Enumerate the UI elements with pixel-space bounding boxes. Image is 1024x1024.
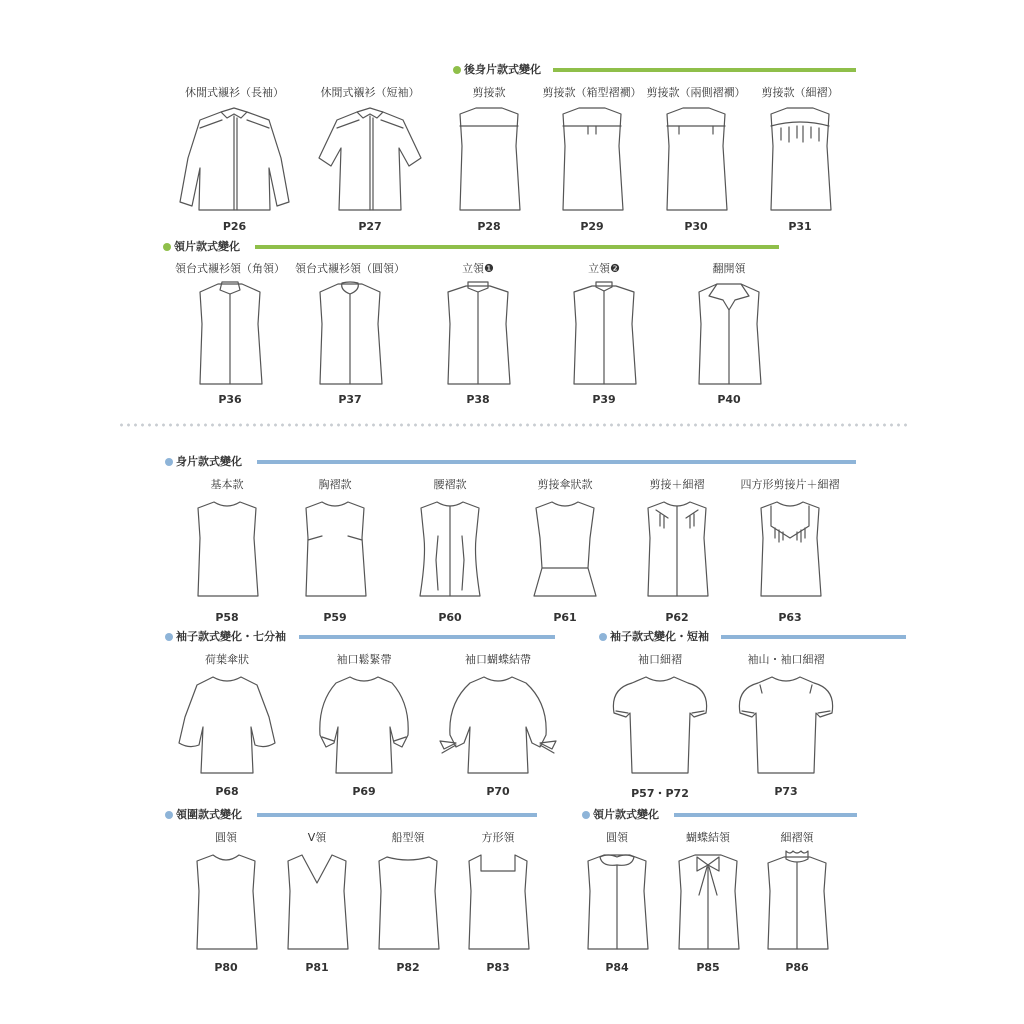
garment-label: 荷葉傘狀: [205, 653, 249, 666]
garment-label: 領台式襯衫領（圓領）: [295, 262, 405, 275]
page-number: P38: [466, 393, 490, 406]
garment-label: V領: [307, 831, 327, 844]
yoke-gathers-top-icon: [769, 106, 831, 216]
pointed-shirt-collar-top-icon: [198, 280, 262, 390]
basic-top-icon: [196, 498, 258, 602]
section-header-three-quarter-sleeve: [165, 630, 555, 646]
garment-label: 剪接款（細褶）: [761, 86, 839, 99]
page-number: P30: [684, 220, 708, 233]
page-number: P62: [665, 611, 689, 624]
section-rule: [674, 813, 857, 817]
boat-neck-top-icon: [377, 851, 439, 955]
page-number: P69: [352, 785, 376, 798]
section-title: 袖子款式變化・七分袖: [176, 630, 286, 643]
elastic-cuff-top-icon: [314, 673, 414, 783]
section-title: 後身片款式變化: [464, 63, 541, 76]
section-rule: [721, 635, 906, 639]
section-title: 領圍款式變化: [176, 808, 242, 821]
ruffle-collar-top-icon: [766, 851, 828, 955]
page-number: P59: [323, 611, 347, 624]
garment-label: 休閒式襯衫（長袖）: [185, 86, 284, 99]
page-number: P68: [215, 785, 239, 798]
page-number: P29: [580, 220, 604, 233]
yoke-box-pleat-top-icon: [561, 106, 623, 216]
garment-label: 圓領: [215, 831, 237, 844]
garment-label: 細褶領: [780, 831, 814, 844]
page-number: P86: [785, 961, 809, 974]
garment-label: 剪接款: [472, 86, 506, 99]
garment-label: 領台式襯衫領（角領）: [175, 262, 285, 275]
section-bullet-icon: [165, 458, 173, 466]
garment-label: 船型領: [391, 831, 425, 844]
garment-label: 剪接＋細褶: [649, 478, 705, 491]
shirt-long-sleeve-icon: [177, 106, 292, 216]
page-number: P31: [788, 220, 812, 233]
stand-collar-top-icon: [446, 280, 510, 390]
yoke-side-pleat-top-icon: [665, 106, 727, 216]
page-number: P84: [605, 961, 629, 974]
section-title: 身片款式變化: [176, 455, 242, 468]
page-number: P85: [696, 961, 720, 974]
garment-label: 袖山・袖口細褶: [747, 653, 825, 666]
section-title: 袖子款式變化・短袖: [610, 630, 709, 643]
yoke-top-icon: [458, 106, 520, 216]
bust-dart-top-icon: [304, 498, 366, 602]
gathered-cap-sleeve-top-icon: [736, 673, 836, 783]
section-header-collar-variations-2: [582, 808, 857, 824]
section-bullet-icon: [165, 633, 173, 641]
page-number: P57・P72: [631, 787, 689, 800]
garment-label: 基本款: [210, 478, 244, 491]
peplum-top-icon: [532, 498, 598, 602]
section-bullet-icon: [163, 243, 171, 251]
page-number: P70: [486, 785, 510, 798]
page-number: P81: [305, 961, 329, 974]
page-number: P82: [396, 961, 420, 974]
v-neck-top-icon: [286, 851, 348, 955]
garment-label: 立領❷: [588, 262, 620, 275]
section-rule: [553, 68, 856, 72]
page-number: P36: [218, 393, 242, 406]
page-number: P73: [774, 785, 798, 798]
shirt-short-sleeve-icon: [315, 106, 425, 216]
garment-label: 休閒式襯衫（短袖）: [320, 86, 420, 99]
section-bullet-icon: [165, 811, 173, 819]
garment-label: 剪接款（箱型褶襉）: [542, 86, 642, 99]
page-number: P40: [717, 393, 741, 406]
section-header-short-sleeve: [599, 630, 906, 646]
section-rule: [257, 813, 537, 817]
garment-label: 胸褶款: [318, 478, 352, 491]
open-collar-top-icon: [697, 280, 761, 390]
page-number: P28: [477, 220, 501, 233]
stand-collar-2-top-icon: [572, 280, 636, 390]
garment-label: 圓領: [606, 831, 628, 844]
garment-label: 四方形剪接片＋細褶: [740, 478, 840, 491]
garment-label: 袖口細褶: [638, 653, 682, 666]
garment-label: 方形領: [481, 831, 515, 844]
section-header-back-variations: [453, 63, 856, 79]
section-rule: [257, 460, 856, 464]
garment-label: 翻開領: [712, 262, 746, 275]
page-number: P60: [438, 611, 462, 624]
section-header-neckline-variations: [165, 808, 537, 824]
yoke-gathers-front-top-icon: [646, 498, 708, 602]
page-number: P61: [553, 611, 577, 624]
bow-collar-top-icon: [677, 851, 739, 955]
section-header-collar-variations: [163, 240, 779, 256]
section-bullet-icon: [599, 633, 607, 641]
page-number: P80: [214, 961, 238, 974]
garment-label: 立領❶: [462, 262, 494, 275]
round-neck-top-icon: [195, 851, 257, 955]
section-header-body-variations: [165, 455, 856, 471]
garment-label: 腰褶款: [433, 478, 467, 491]
section-rule: [299, 635, 555, 639]
page-number: P27: [358, 220, 382, 233]
garment-label: 袖口蝴蝶結帶: [465, 653, 531, 666]
garment-label: 蝴蝶結領: [686, 831, 730, 844]
garment-label: 剪接傘狀款: [537, 478, 593, 491]
square-neck-top-icon: [467, 851, 529, 955]
page-number: P58: [215, 611, 239, 624]
page-number: P37: [338, 393, 362, 406]
garment-label: 剪接款（兩側褶襉）: [646, 86, 746, 99]
puff-sleeve-top-icon: [610, 673, 710, 783]
garment-label: 袖口鬆緊帶: [336, 653, 392, 666]
section-bullet-icon: [582, 811, 590, 819]
bow-cuff-top-icon: [436, 673, 560, 783]
page-number: P26: [222, 220, 247, 233]
section-title: 領片款式變化: [174, 240, 240, 253]
flare-sleeve-top-icon: [177, 673, 277, 783]
dotted-divider: [118, 423, 908, 427]
waist-dart-top-icon: [418, 498, 482, 602]
round-shirt-collar-top-icon: [318, 280, 382, 390]
peter-pan-collar-top-icon: [586, 851, 648, 955]
section-rule: [255, 245, 779, 249]
page-number: P63: [778, 611, 802, 624]
page-number: P83: [486, 961, 510, 974]
square-yoke-top-icon: [759, 498, 821, 602]
section-bullet-icon: [453, 66, 461, 74]
page-number: P39: [592, 393, 616, 406]
section-title: 領片款式變化: [593, 808, 659, 821]
